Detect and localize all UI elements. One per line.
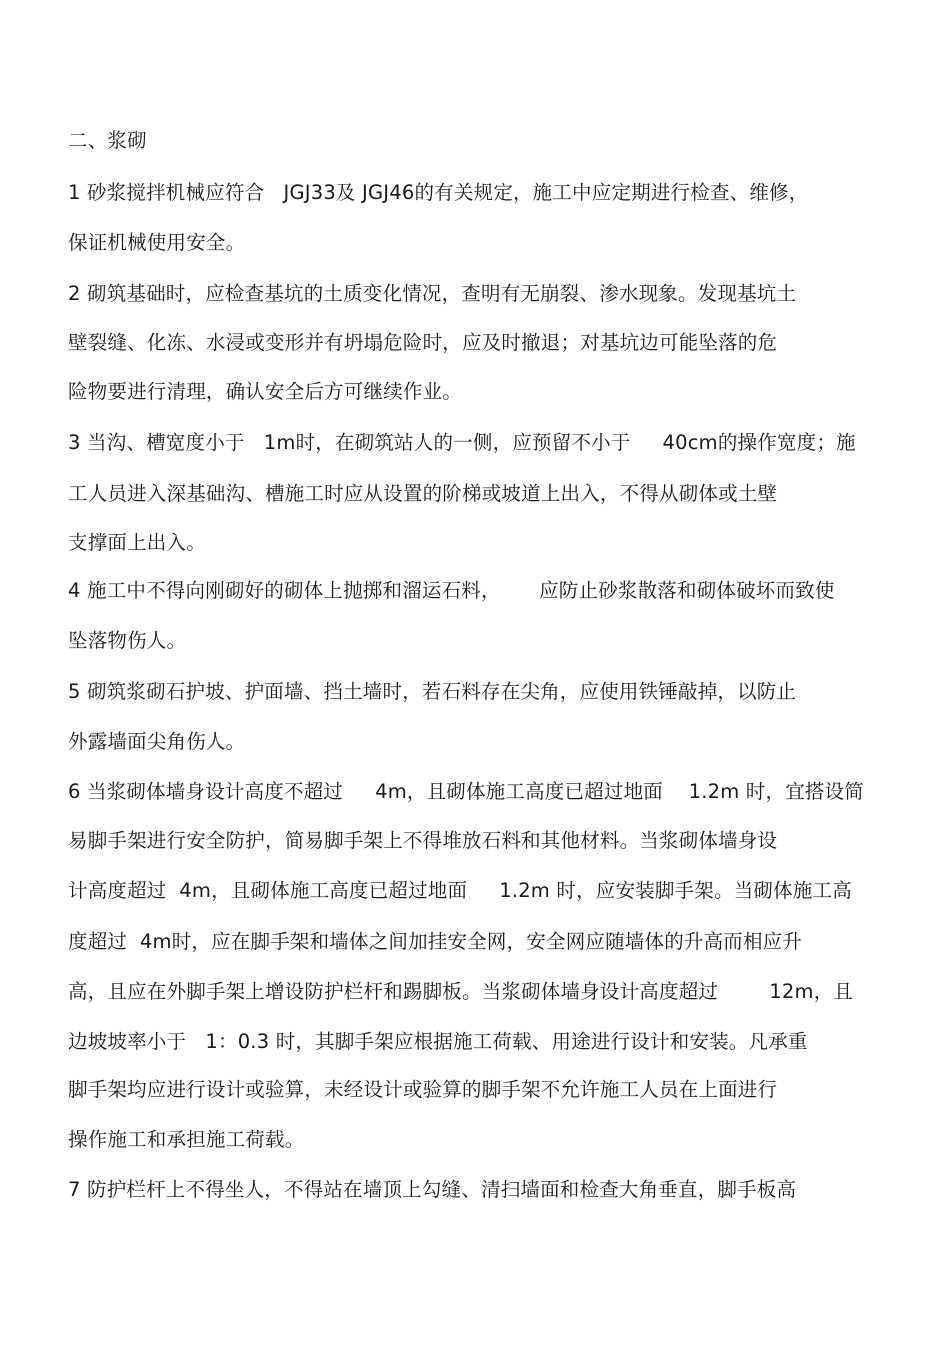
paragraph-line: 脚手架均应进行设计或验算，未经设计或验算的脚手架不允许施工人员在上面进行 bbox=[68, 1078, 778, 1101]
paragraph-line: 6 当浆砌体墙身设计高度不超过 4m，且砌体施工高度已超过地面 1.2m 时，宜搭设简 bbox=[68, 780, 864, 803]
paragraph-line: 5 砌筑浆砌石护坡、护面墙、挡土墙时，若石料存在尖角，应使用铁锤敲掉，以防止 bbox=[68, 680, 797, 703]
paragraph-line: 1 砂浆搅拌机械应符合 JGJ33及 JGJ46的有关规定，施工中应定期进行检查、维修， bbox=[68, 181, 809, 204]
paragraph-line: 度超过 4m时，应在脚手架和墙体之间加挂安全网，安全网应随墙体的升高而相应升 bbox=[68, 930, 803, 953]
paragraph-line: 2 砌筑基础时，应检查基坑的土质变化情况，查明有无崩裂、渗水现象。发现基坑土 bbox=[68, 282, 797, 305]
paragraph-line: 工人员进入深基础沟、槽施工时应从设置的阶梯或坡道上出入，不得从砌体或土壁 bbox=[68, 482, 778, 505]
paragraph-line: 3 当沟、槽宽度小于 1m时，在砌筑站人的一侧，应预留不小于 40cm的操作宽度；施 bbox=[68, 431, 856, 454]
paragraph-line: 保证机械使用安全。 bbox=[68, 231, 246, 254]
paragraph-line: 7 防护栏杆上不得坐人，不得站在墙顶上勾缝、清扫墙面和检查大角垂直，脚手板高 bbox=[68, 1178, 797, 1201]
paragraph-line: 易脚手架进行安全防护，简易脚手架上不得堆放石料和其他材料。当浆砌体墙身设 bbox=[68, 829, 778, 852]
paragraph-line: 外露墙面尖角伤人。 bbox=[68, 730, 246, 753]
paragraph-line: 险物要进行清理，确认安全后方可继续作业。 bbox=[68, 380, 463, 403]
paragraph-line: 壁裂缝、化冻、水浸或变形并有坍塌危险时，应及时撤退；对基坑边可能坠落的危 bbox=[68, 331, 778, 354]
paragraph-line: 支撑面上出入。 bbox=[68, 531, 206, 554]
paragraph-line: 4 施工中不得向刚砌好的砌体上抛掷和溜运石料， 应防止砂浆散落和砌体破坏而致使 bbox=[68, 579, 835, 602]
section-heading: 二、浆砌 bbox=[68, 129, 147, 152]
paragraph-line: 操作施工和承担施工荷载。 bbox=[68, 1128, 305, 1151]
paragraph-line: 边坡坡率小于 1：0.3 时，其脚手架应根据施工荷载、用途进行设计和安装。凡承重 bbox=[68, 1030, 808, 1053]
paragraph-line: 计高度超过 4m，且砌体施工高度已超过地面 1.2m 时，应安装脚手架。当砌体施工高 bbox=[68, 879, 852, 902]
paragraph-line: 高，且应在外脚手架上增设防护栏杆和踢脚板。当浆砌体墙身设计高度超过 12m，且 bbox=[68, 980, 854, 1003]
paragraph-line: 坠落物伤人。 bbox=[68, 629, 187, 652]
